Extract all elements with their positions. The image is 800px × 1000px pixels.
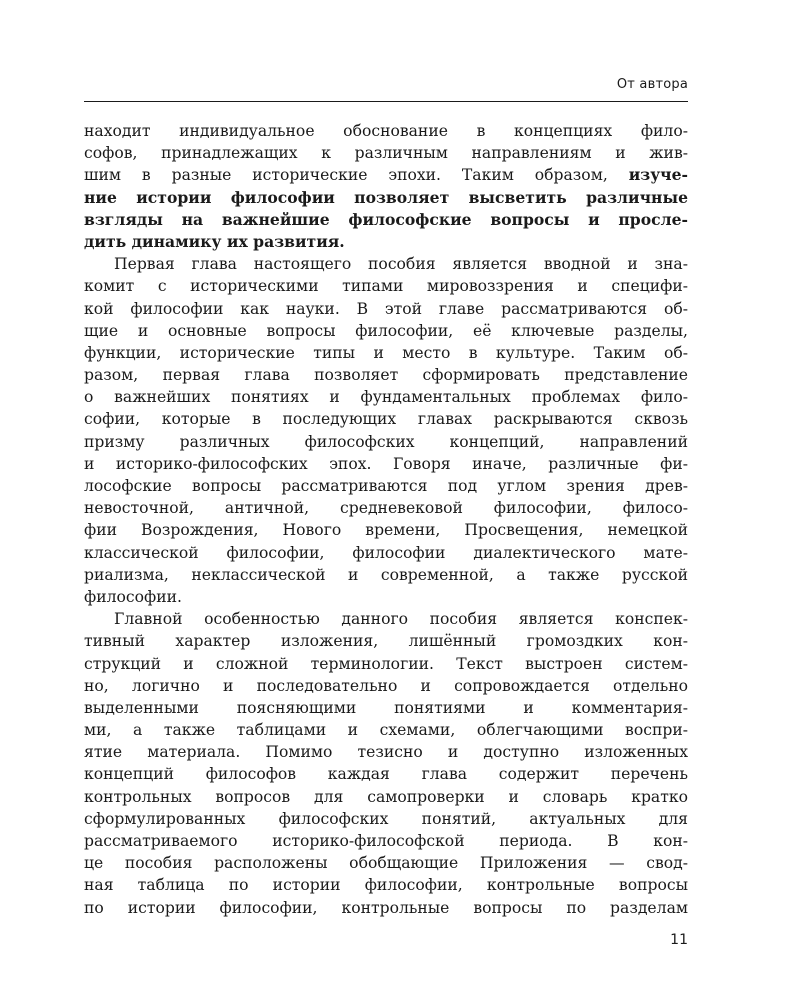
text-line	[84, 519, 688, 541]
text-segment: призму различных философских концепций, направлений	[84, 432, 688, 451]
text-segment: ная таблица по истории философии, контрольные вопросы	[84, 876, 688, 895]
header-rule	[84, 101, 688, 102]
text-segment: лософские вопросы рассматриваются под углом зрения древ-	[84, 477, 688, 495]
text-line	[84, 209, 688, 231]
text-line	[84, 231, 688, 253]
text-segment: находит индивидуальное обоснование в концепциях фило-	[84, 122, 688, 140]
text-line	[84, 342, 688, 364]
text-line	[84, 364, 688, 386]
text-line	[84, 253, 688, 275]
text-line	[84, 386, 688, 408]
text-segment: по истории философии, контрольные вопросы по разделам	[84, 898, 688, 917]
text-segment: Главной особенностью данного пособия является конспек-	[114, 610, 688, 629]
text-line	[84, 187, 688, 209]
text-line	[84, 431, 688, 453]
text-segment: риализма, неклассической и современной, а также русской	[84, 565, 688, 584]
text-segment: невосточной, античной, средневековой философии, филосо-	[84, 499, 688, 518]
text-line	[84, 630, 688, 652]
text-line	[84, 653, 688, 675]
text-segment: сформулированных философских понятий, актуальных для	[84, 809, 688, 828]
bold-text-segment: взгляды на важнейшие философские вопросы и просле-	[84, 209, 688, 229]
text-line	[84, 897, 688, 919]
paragraph-p3	[84, 608, 688, 919]
text-segment: тивный характер изложения, лишённый громоздких кон-	[84, 632, 688, 651]
page-number: 11	[670, 932, 688, 948]
text-line	[84, 719, 688, 741]
text-segment: выделенными поясняющими понятиями и комментария-	[84, 698, 688, 717]
text-line	[84, 741, 688, 763]
text-segment: це пособия расположены обобщающие Приложения — свод-	[84, 854, 688, 873]
text-line	[84, 564, 688, 586]
running-title: От автора	[616, 77, 688, 92]
bold-text-segment: изуче-	[628, 165, 688, 185]
text-segment: ятие материала. Помимо тезисно и доступно изложенных	[84, 743, 688, 762]
text-segment: разом, первая глава позволяет сформировать представление	[84, 366, 688, 385]
text-line	[84, 542, 688, 564]
text-line	[84, 475, 688, 497]
text-line	[84, 453, 688, 475]
text-segment: кой философии как науки. В этой главе рассматриваются об-	[84, 299, 688, 318]
text-segment: но, логично и последовательно и сопровождается отдельно	[84, 676, 688, 695]
text-segment: о важнейших понятиях и фундаментальных проблемах фило-	[84, 388, 688, 407]
text-line	[84, 697, 688, 719]
bold-text-segment: дить динамику их развития.	[84, 231, 345, 251]
text-line	[84, 874, 688, 896]
text-segment: щие и основные вопросы философии, её ключевые разделы,	[84, 321, 688, 340]
text-segment: софов, принадлежащих к различным направлениям и жив-	[84, 144, 688, 163]
text-segment: шим в разные исторические эпохи. Таким образом,	[84, 166, 629, 185]
text-line	[84, 763, 688, 785]
text-segment: классической философии, философии диалектического мате-	[84, 543, 688, 562]
text-line	[84, 120, 688, 142]
text-segment: струкций и сложной терминологии. Текст выстроен систем-	[84, 654, 688, 673]
text-segment: контрольных вопросов для самопроверки и словарь кратко	[84, 787, 688, 806]
text-line	[84, 586, 688, 608]
paragraph-p2	[84, 253, 688, 608]
text-line	[84, 786, 688, 808]
text-line	[84, 164, 688, 186]
text-segment: функции, исторические типы и место в культуре. Таким об-	[84, 343, 688, 362]
paragraph-p1	[84, 120, 688, 253]
text-line	[84, 497, 688, 519]
text-line	[84, 275, 688, 297]
text-segment: концепций философов каждая глава содержит перечень	[84, 765, 688, 784]
text-line	[84, 852, 688, 874]
body-text	[84, 120, 688, 919]
text-line	[84, 408, 688, 430]
bold-text-segment: ние истории философии позволяет высветить различные	[84, 187, 688, 207]
text-line	[84, 320, 688, 342]
text-segment: и историко-философских эпох. Говоря иначе, различные фи-	[84, 454, 688, 473]
text-segment: софии, которые в последующих главах раскрываются сквозь	[84, 410, 688, 429]
text-segment: философии.	[84, 587, 182, 606]
text-line	[84, 608, 688, 630]
text-segment: комит с историческими типами мировоззрения и специфи-	[84, 277, 688, 296]
text-segment: ми, а также таблицами и схемами, облегчающими воспри-	[84, 721, 688, 740]
text-line	[84, 675, 688, 697]
text-line	[84, 830, 688, 852]
text-segment: рассматриваемого историко-философской периода. В кон-	[84, 832, 688, 850]
text-line	[84, 298, 688, 320]
text-line	[84, 142, 688, 164]
text-segment: Первая глава настоящего пособия является вводной и зна-	[114, 255, 688, 274]
text-segment: фии Возрождения, Нового времени, Просвещения, немецкой	[84, 521, 688, 540]
text-line	[84, 808, 688, 830]
